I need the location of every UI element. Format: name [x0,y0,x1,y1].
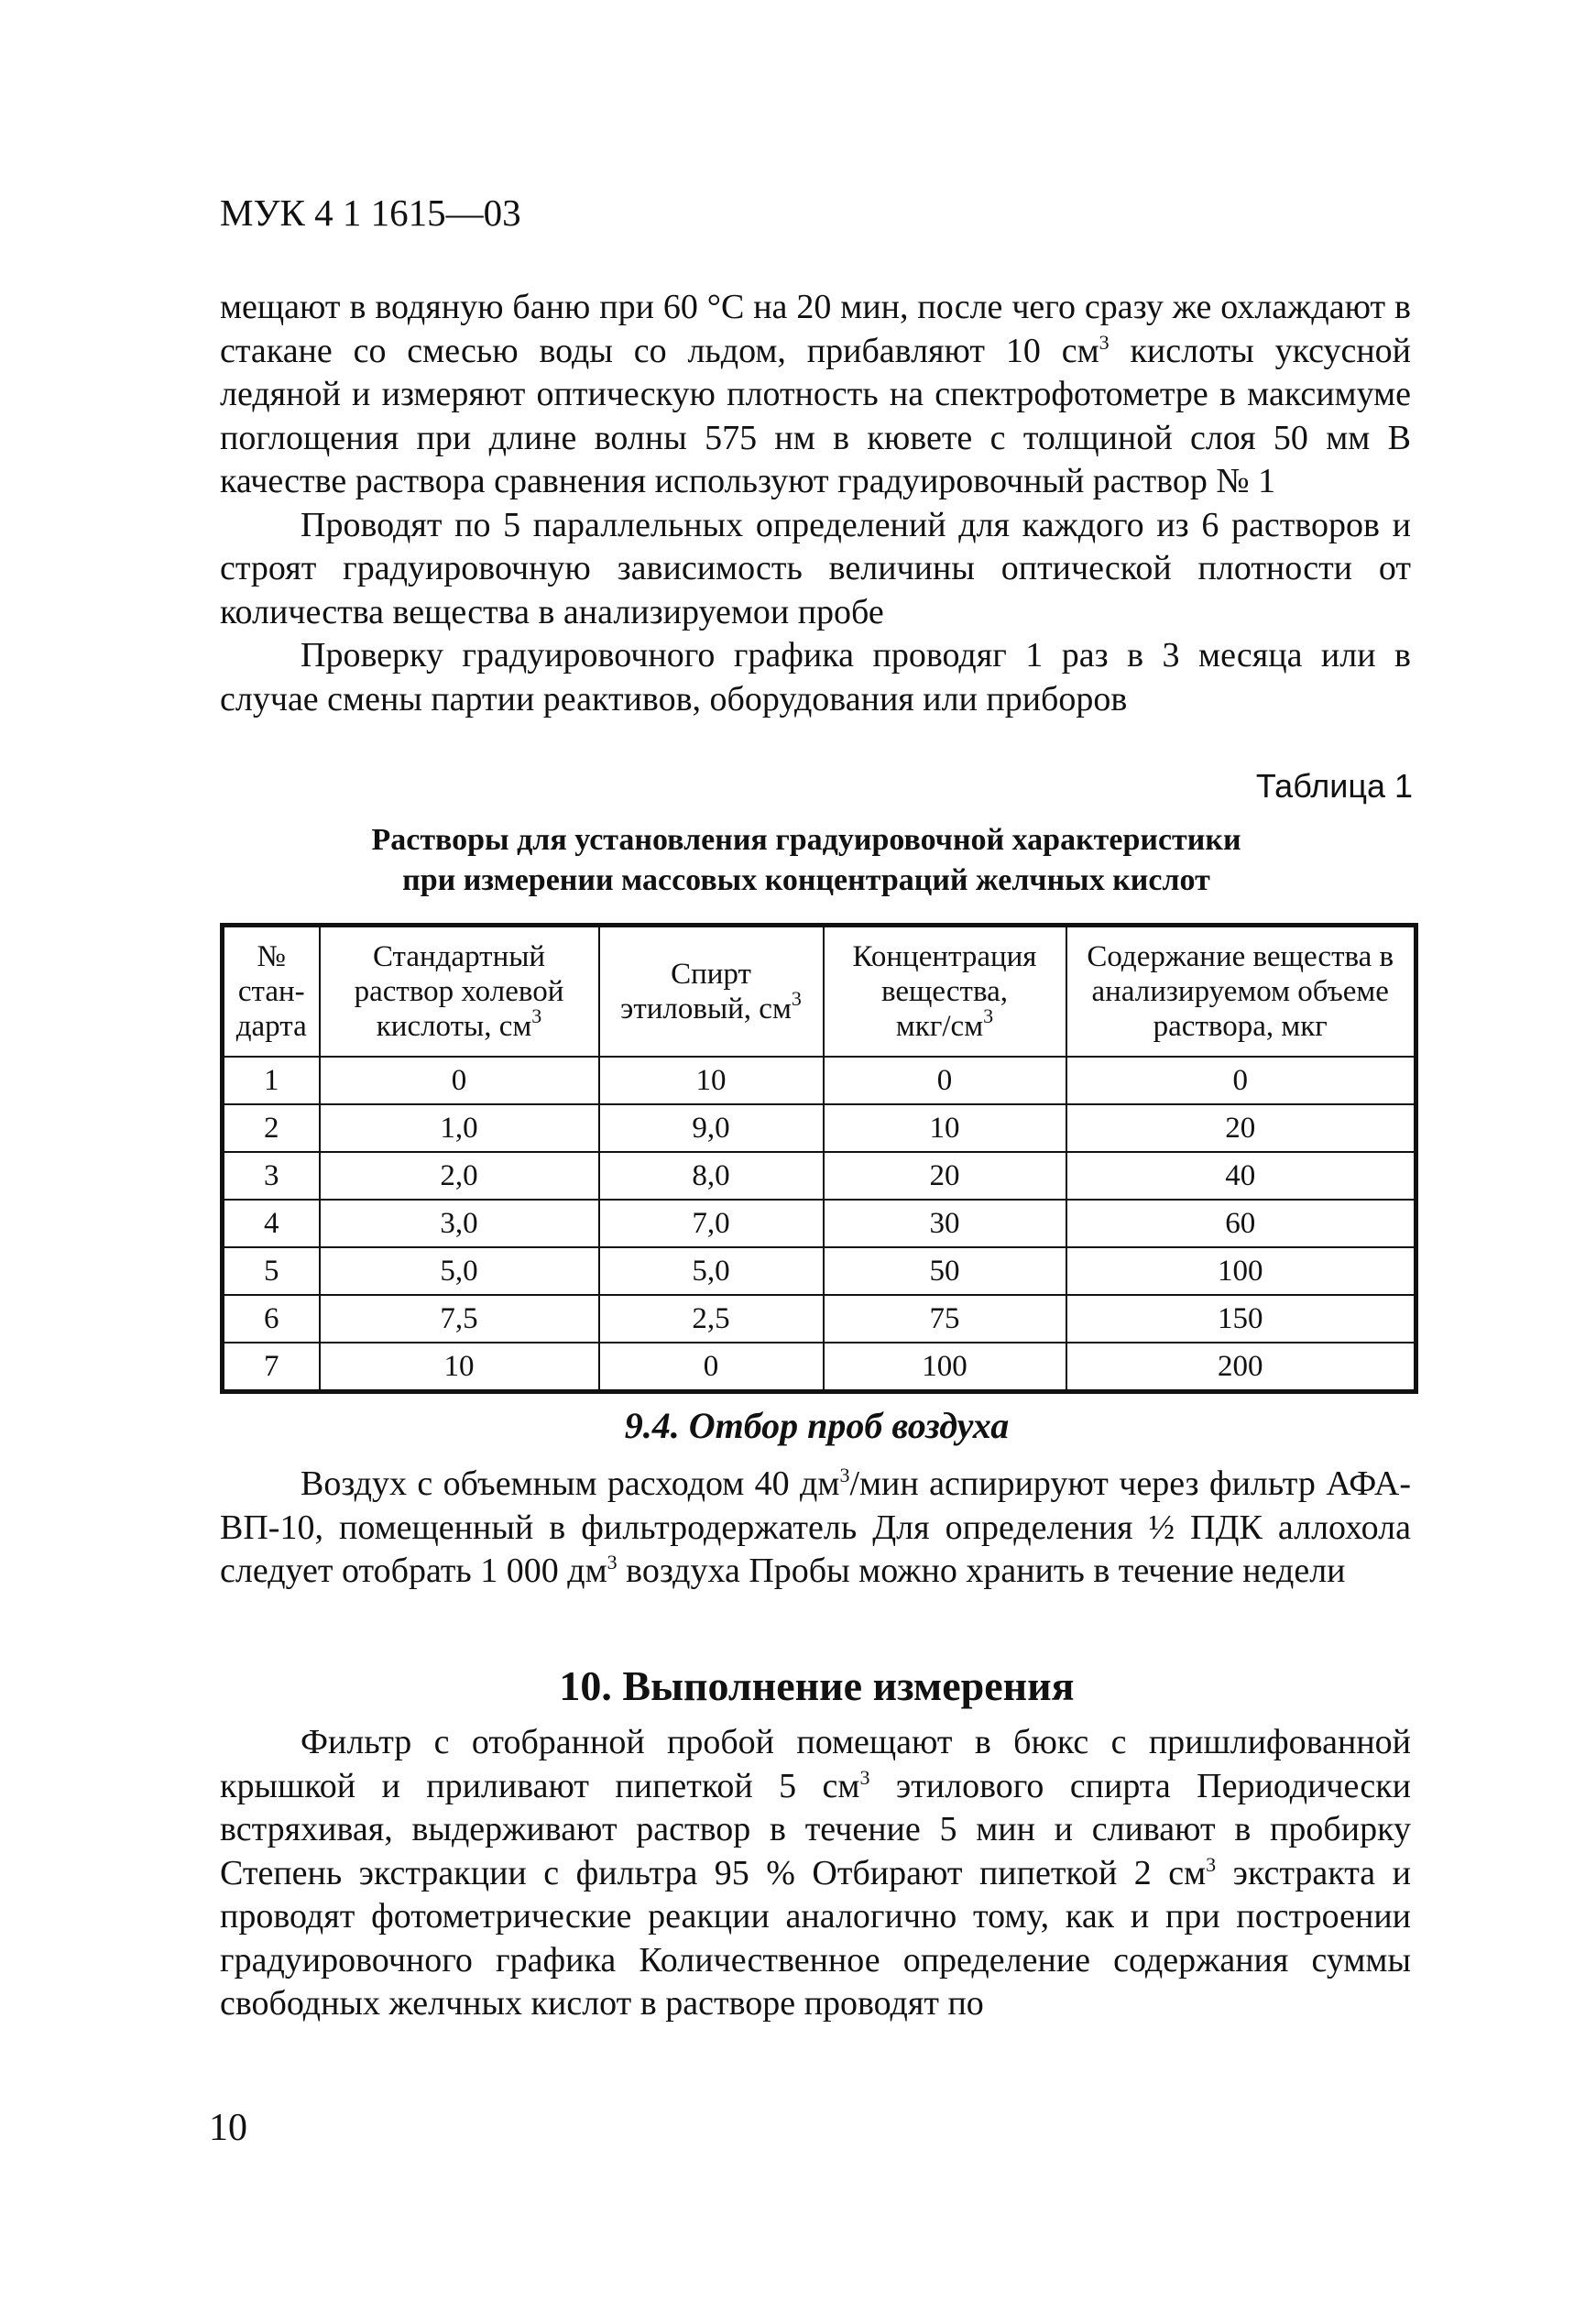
superscript: 3 [607,1551,618,1574]
table-cell: 2,5 [599,1295,824,1343]
table-cell: 100 [824,1343,1066,1392]
table-cell: 75 [824,1295,1066,1343]
section-heading-measurement: 10. Выполнение измерения [559,1662,1075,1709]
table-cell: 1,0 [320,1104,599,1152]
intro-paragraph-3: Проверку градуировочного графика проводяг 1 раз в 3 месяца или в случае смены партии реактивов, оборудования или приборов [220,636,1411,718]
table-title [257,820,1356,901]
table-title-line-1: Растворы для установления градуировочной характеристики [371,823,1241,857]
table-cell: 10 [599,1057,824,1104]
table-cell: 10 [320,1343,599,1392]
table-cell: 30 [824,1200,1066,1247]
air-sampling-text [220,1463,1411,1594]
table-cell: 150 [1066,1295,1416,1343]
measurement-paragraph [220,1721,1411,2026]
superscript: 3 [839,1464,850,1486]
header-ethanol [599,926,824,1058]
table-cell: 50 [824,1247,1066,1295]
table-cell: 0 [320,1057,599,1104]
table-cell: 40 [1066,1152,1416,1200]
table-row [223,1104,1416,1152]
measure-text-3: экстракта и проводят фотометрические реакции аналогично тому, как и при построении градуировочного графика Количественное определение содержания суммы свободных желчных кислот в растворе проводят по [220,1853,1411,2023]
table-body [223,1057,1416,1392]
header-ethanol-text: Спирт этиловый, см [620,958,792,1025]
table-row [223,1295,1416,1343]
table-cell: 7 [223,1343,320,1392]
header-standard-solution [320,926,599,1058]
intro-paragraph-1 [220,286,1411,504]
table-cell: 20 [824,1152,1066,1200]
table-cell: 3,0 [320,1200,599,1247]
measure-text-2: этилового спирта Периодически встряхивая, выдерживают раствор в течение 5 мин и сливают в пробирку Степень экстракции с фильтра 95 % Отбирают пипеткой 2 см [220,1766,1411,1892]
superscript: 3 [1099,330,1110,354]
table-cell: 10 [824,1104,1066,1152]
table-cell: 4 [223,1200,320,1247]
air-paragraph [220,1463,1411,1594]
measure-text-1: Фильтр с отобранной пробой помещают в бюкс с пришлифованной крышкой и приливают пипеткой 5 см [220,1723,1411,1805]
air-text-2: /мин аспирируют через фильтр АФА-ВП-10, помещенный в фильтродержатель Для определения ½ ПДК аллохола следует отобрать 1 000 дм [220,1464,1411,1590]
measurement-text [220,1721,1411,2026]
table-cell: 2,0 [320,1152,599,1200]
table-cell: 1 [223,1057,320,1104]
intro-paragraph-1-tail: кислоты уксусной ледяной и измеряют оптическую плотность на спектрофотометре в максимуме поглощения при длине волны 575 нм в кювете с толщиной слоя 50 мм В качестве раствора сравнения используют градуировочный раствор № 1 [220,331,1411,500]
header-concentration-text: Концентрация вещества, [852,940,1037,1008]
superscript: 3 [791,987,802,1010]
superscript: 3 [859,1765,870,1789]
table-row [223,1152,1416,1200]
table-cell: 0 [1066,1057,1416,1104]
header-standard-solution-text: Стандартный раствор холевой кислоты, см [354,940,564,1043]
table-title-line-2: при измерении массовых концентраций желчных кислот [402,863,1210,897]
table-cell: 0 [599,1343,824,1392]
intro-text [220,286,1411,721]
table-cell: 0 [824,1057,1066,1104]
document-code-header: МУК 4 1 1615—03 [220,192,521,234]
table-row [223,1343,1416,1392]
intro-paragraph-1-text: мещают в водяную баню при 60 °С на 20 мин, после чего сразу же охлаждают в стакане со смесью воды со льдом, прибавляют 10 см [220,288,1411,370]
calibration-table-wrap [220,923,1414,1394]
superscript: 3 [1206,1852,1217,1876]
table-row [223,1247,1416,1295]
header-concentration [824,926,1066,1058]
table-cell: 2 [223,1104,320,1152]
table-row [223,1200,1416,1247]
table-cell: 5,0 [599,1247,824,1295]
superscript: 3 [983,1004,994,1027]
table-number-label: Таблица 1 [1255,767,1413,805]
table-cell: 100 [1066,1247,1416,1295]
calibration-table [220,923,1418,1394]
table-cell: 6 [223,1295,320,1343]
table-cell: 9,0 [599,1104,824,1152]
air-text-1: Воздух с объемным расходом 40 дм [301,1464,840,1503]
table-cell: 3 [223,1152,320,1200]
table-cell: 8,0 [599,1152,824,1200]
table-cell: 200 [1066,1343,1416,1392]
table-cell: 5 [223,1247,320,1295]
page-number: 10 [209,2107,247,2149]
section-heading-air-sampling: 9.4. Отбор проб воздуха [624,1405,1010,1446]
intro-paragraph-2: Проводят по 5 параллельных определений для каждого из 6 растворов и строят градуировочную зависимость величины оптической плотности от количества вещества в анализируемои пробе [220,505,1411,631]
table-row [223,1057,1416,1104]
table-cell: 5,0 [320,1247,599,1295]
table-cell: 60 [1066,1200,1416,1247]
header-standard-number: № стан-дарта [223,926,320,1058]
table-cell: 7,0 [599,1200,824,1247]
header-concentration-unit: мкг/см [895,1010,984,1043]
table-header-row [223,926,1416,1058]
table-cell: 20 [1066,1104,1416,1152]
table-cell: 7,5 [320,1295,599,1343]
header-substance-content: Содержание вещества в анализируемом объеме раствора, мкг [1066,926,1416,1058]
air-text-3: воздуха Пробы можно хранить в течение недели [617,1552,1346,1590]
superscript: 3 [531,1004,542,1027]
